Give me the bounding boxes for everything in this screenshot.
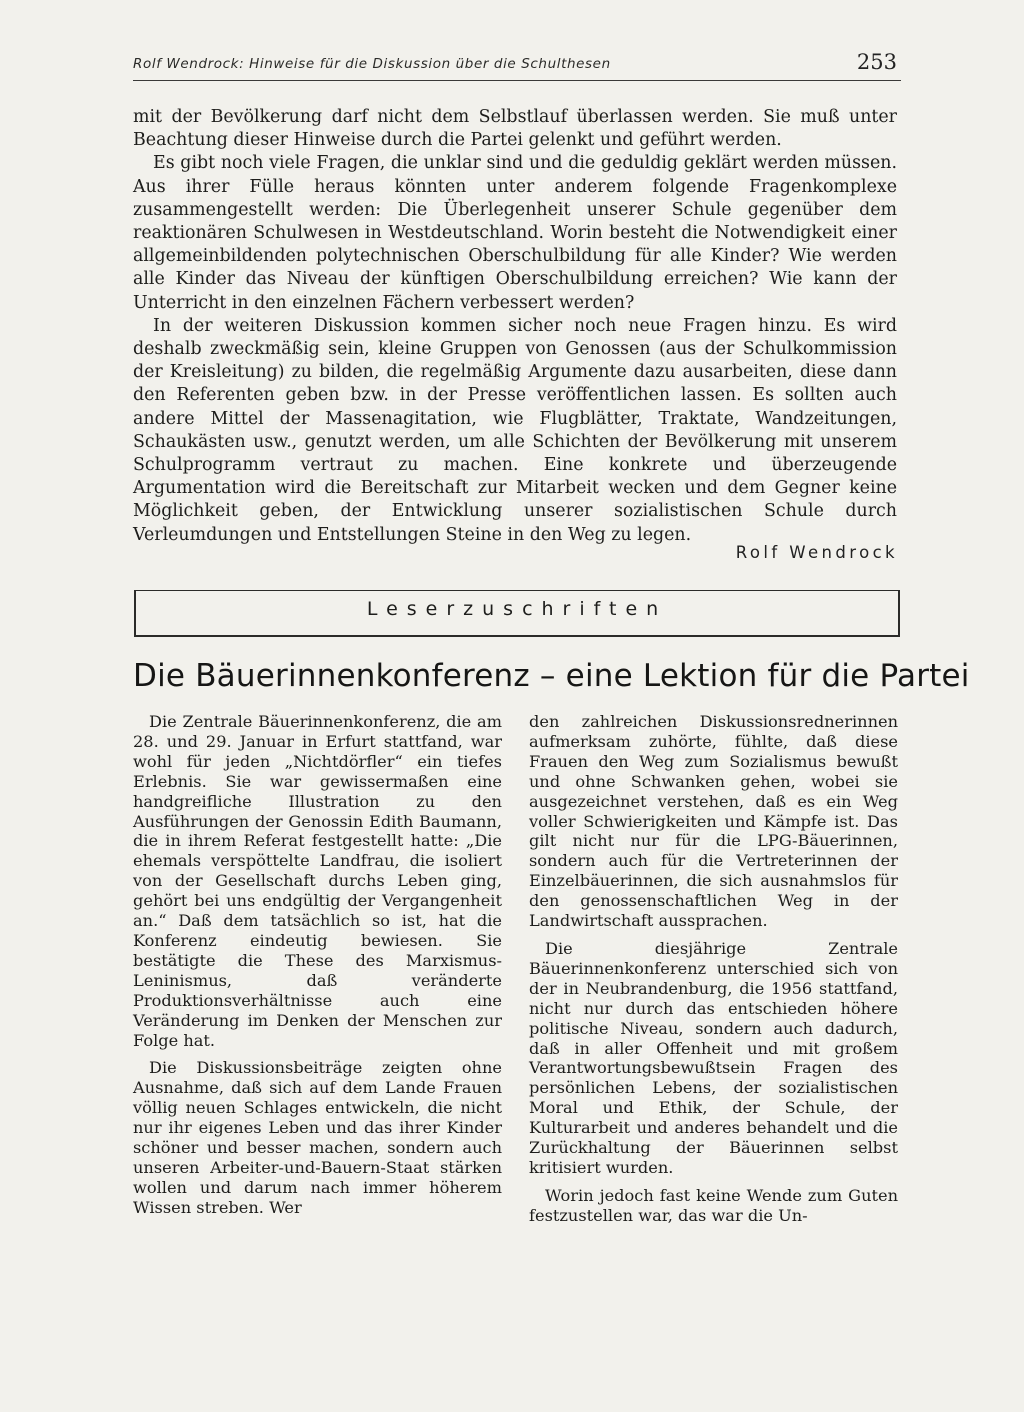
section-heading: Leserzuschriften bbox=[366, 598, 668, 620]
column-paragraph: Die Zentrale Bäuerinnenkonferenz, die am 28. und 29. Januar in Erfurt stattfand, war wohl für jeden „Nichtdörfler“ ein tiefes Erlebnis. Sie war gewissermaßen eine handgreifliche Illustration zu den Ausführungen der Genossin Edith Baumann, die in ihrem Referat festgestellt hatte: „Die ehemals verspöttelte Landfrau, die isoliert von der Gesellschaft durchs Leben ging, gehört bei uns endgültig der Vergangenheit an.“ Daß dem tatsächlich so ist, hat die Konferenz eindeutig bewiesen. Sie bestätigte die These des Marxismus-Leninismus, daß veränderte Produktionsverhältnisse auch eine Veränderung im Denken der Menschen zur Folge hat. bbox=[133, 712, 502, 1050]
right-column bbox=[529, 712, 898, 1234]
column-paragraph: Die diesjährige Zentrale Bäuerinnenkonferenz unterschied sich von der in Neubrandenburg, die 1956 stattfand, nicht nur durch das entschieden höhere politische Niveau, sondern auch dadurch, daß in aller Offenheit und mit großem Verantwortungsbewußtsein Fragen des persönlichen Lebens, der sozialistischen Moral und Ethik, der Schule, der Kulturarbeit und anderes behandelt und die Zurückhaltung der Bäuerinnen selbst kritisiert wurden. bbox=[529, 938, 898, 1177]
body-paragraph: In der weiteren Diskussion kommen sicher noch neue Fragen hinzu. Es wird deshalb zweckmäßig sein, kleine Gruppen von Genossen (aus der Schulkommission der Kreisleitung) zu bilden, die regelmäßig Argumente dazu ausarbeiten, diese dann den Referenten geben bzw. in der Presse veröffentlichen lassen. Es sollten auch andere Mittel der Massenagitation, wie Flugblätter, Traktate, Wandzeitungen, Schaukästen usw., genutzt werden, um alle Schichten der Bevölkerung mit unserem Schulprogramm vertraut zu machen. Eine konkrete und überzeugende Argumentation wird die Bereitschaft zur Mitarbeit wecken und dem Gegner keine Möglichkeit geben, der Entwicklung unserer sozialistischen Schule durch Verleumdungen und Entstellungen Steine in den Weg zu legen. bbox=[133, 315, 897, 545]
page-number: 253 bbox=[856, 50, 897, 74]
column-paragraph: Die Diskussionsbeiträge zeigten ohne Ausnahme, daß sich auf dem Lande Frauen völlig neuen Schlages entwickeln, die nicht nur ihr eigenes Leben und das ihrer Kinder schöner und besser machen, sondern auch unseren Arbeiter-und-Bauern-Staat stärken wollen und darum nach immer höherem Wissen streben. Wer bbox=[133, 1058, 502, 1217]
column-paragraph: den zahlreichen Diskussionsrednerinnen aufmerksam zuhörte, fühlte, daß diese Frauen den Weg zum Sozialismus bewußt und ohne Schwanken gehen, wobei sie ausgezeichnet verstehen, daß es ein Weg voller Schwierigkeiten und Kämpfe ist. Das gilt nicht nur für die LPG-Bäuerinnen, sondern auch für die Vertreterinnen der Einzelbäuerinnen, die sich ausnahmslos für den genossenschaftlichen Weg in der Landwirtschaft aussprachen. bbox=[529, 712, 898, 931]
article-continuation bbox=[133, 106, 897, 547]
article-title: Die Bäuerinnenkonferenz – eine Lektion für die Partei bbox=[133, 658, 970, 694]
body-paragraph: mit der Bevölkerung darf nicht dem Selbstlauf überlassen werden. Sie muß unter Beachtung dieser Hinweise durch die Partei gelenkt und geführt werden. bbox=[133, 107, 897, 151]
left-column bbox=[133, 712, 502, 1226]
body-paragraph: Es gibt noch viele Fragen, die unklar sind und die geduldig geklärt werden müssen. Aus ihrer Fülle heraus könnten unter anderem folgende Fragenkomplexe zusammengestellt werden: Die Überlegenheit unserer Schule gegenüber dem reaktionären Schulwesen in Westdeutschland. Worin besteht die Notwendigkeit einer allgemeinbildenden polytechnischen Oberschulbildung für alle Kinder? Wie werden alle Kinder das Niveau der künftigen Oberschulbildung erreichen? Wie kann der Unterricht in den einzelnen Fächern verbessert werden? bbox=[133, 153, 897, 313]
section-heading-box bbox=[134, 590, 900, 637]
author-signature: Rolf Wendrock bbox=[735, 543, 898, 562]
running-head bbox=[133, 50, 901, 80]
header-rule bbox=[133, 80, 901, 81]
running-title: Rolf Wendrock: Hinweise für die Diskussion über die Schulthesen bbox=[133, 56, 611, 72]
column-paragraph: Worin jedoch fast keine Wende zum Guten festzustellen war, das war die Un- bbox=[529, 1185, 898, 1225]
